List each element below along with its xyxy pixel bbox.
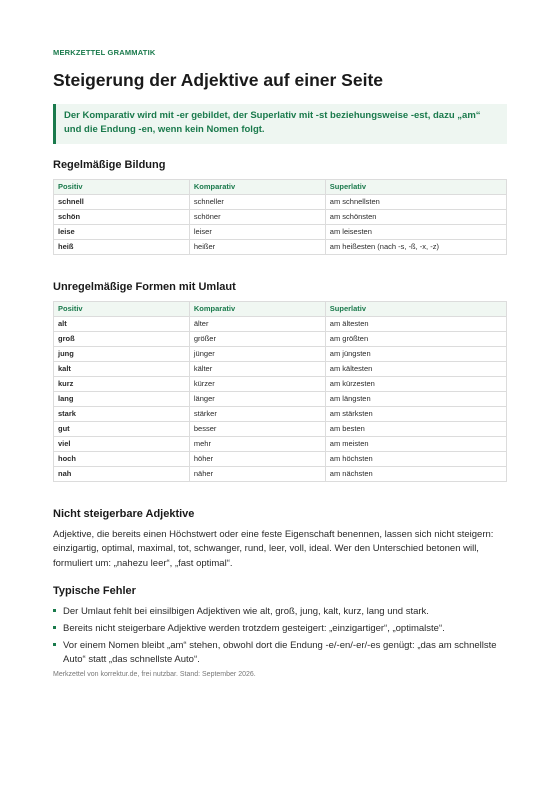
cell-komparativ: leiser bbox=[189, 224, 325, 239]
regular-forms-table bbox=[53, 179, 507, 255]
cell-positiv: viel bbox=[54, 436, 190, 451]
table-row bbox=[54, 421, 507, 436]
cell-positiv: leise bbox=[54, 224, 190, 239]
table-row bbox=[54, 391, 507, 406]
cell-positiv: kalt bbox=[54, 361, 190, 376]
list-item bbox=[53, 605, 507, 619]
cell-positiv: alt bbox=[54, 316, 190, 331]
column-header-positiv: Positiv bbox=[54, 301, 190, 316]
error-text: Der Umlaut fehlt bei einsilbigen Adjektiven wie alt, groß, jung, kalt, kurz, lang und stark. bbox=[63, 605, 429, 617]
table-row bbox=[54, 346, 507, 361]
cell-superlativ: am höchsten bbox=[325, 451, 506, 466]
cell-positiv: lang bbox=[54, 391, 190, 406]
cell-superlativ: am größten bbox=[325, 331, 506, 346]
cell-komparativ: schneller bbox=[189, 194, 325, 209]
cell-superlativ: am meisten bbox=[325, 436, 506, 451]
error-text: Bereits nicht steigerbare Adjektive werden trotzdem gesteigert: „einzigartiger“, „optimalste“. bbox=[63, 622, 445, 634]
table-header-row bbox=[54, 179, 507, 194]
table-header-row bbox=[54, 301, 507, 316]
cell-komparativ: kürzer bbox=[189, 376, 325, 391]
square-bullet-icon bbox=[53, 643, 56, 646]
cell-superlativ: am schönsten bbox=[325, 209, 506, 224]
page-title: Steigerung der Adjektive auf einer Seite bbox=[53, 70, 384, 90]
list-item bbox=[53, 622, 507, 636]
cell-superlativ: am schnellsten bbox=[325, 194, 506, 209]
cell-komparativ: älter bbox=[189, 316, 325, 331]
rule-callout bbox=[53, 104, 507, 144]
table-row bbox=[54, 316, 507, 331]
cell-komparativ: mehr bbox=[189, 436, 325, 451]
table-row bbox=[54, 209, 507, 224]
cell-positiv: schön bbox=[54, 209, 190, 224]
cell-positiv: kurz bbox=[54, 376, 190, 391]
column-header-komparativ: Komparativ bbox=[189, 301, 325, 316]
list-item bbox=[53, 639, 507, 668]
irregular-forms-table bbox=[53, 301, 507, 482]
section-heading-regular: Regelmäßige Bildung bbox=[53, 158, 166, 171]
eyebrow-label: MERKZETTEL GRAMMATIK bbox=[53, 48, 156, 57]
footer-note: Merkzettel von korrektur.de, frei nutzbar. Stand: September 2026. bbox=[53, 670, 256, 678]
cell-superlativ: am heißesten (nach -s, -ß, -x, -z) bbox=[325, 239, 506, 254]
cell-superlativ: am besten bbox=[325, 421, 506, 436]
non-comparable-text: Adjektive, die bereits einen Höchstwert oder eine feste Eigenschaft benennen, lassen sich nicht steigern: einzigartig, optimal, maximal, tot, schwanger, rund, leer, voll, ideal. Wer den Unterschied betonen will, formuliert um: „nahezu leer“, „fast optimal“. bbox=[53, 528, 494, 569]
cell-superlativ: am längsten bbox=[325, 391, 506, 406]
table-row bbox=[54, 331, 507, 346]
cell-komparativ: kälter bbox=[189, 361, 325, 376]
table-row bbox=[54, 194, 507, 209]
section-heading-errors: Typische Fehler bbox=[53, 584, 136, 597]
section-heading-irregular: Unregelmäßige Formen mit Umlaut bbox=[53, 280, 236, 293]
cell-superlativ: am kürzesten bbox=[325, 376, 506, 391]
table-row bbox=[54, 224, 507, 239]
column-header-komparativ: Komparativ bbox=[189, 179, 325, 194]
section-heading-non-comparable: Nicht steigerbare Adjektive bbox=[53, 507, 195, 520]
cell-komparativ: stärker bbox=[189, 406, 325, 421]
table-row bbox=[54, 376, 507, 391]
cell-positiv: schnell bbox=[54, 194, 190, 209]
cell-positiv: heiß bbox=[54, 239, 190, 254]
table-row bbox=[54, 451, 507, 466]
square-bullet-icon bbox=[53, 626, 56, 629]
cell-positiv: stark bbox=[54, 406, 190, 421]
square-bullet-icon bbox=[53, 609, 56, 612]
cell-superlativ: am nächsten bbox=[325, 466, 506, 481]
cell-komparativ: heißer bbox=[189, 239, 325, 254]
errors-list bbox=[53, 605, 507, 668]
table-row bbox=[54, 239, 507, 254]
cell-komparativ: besser bbox=[189, 421, 325, 436]
table-row bbox=[54, 406, 507, 421]
cell-superlativ: am ältesten bbox=[325, 316, 506, 331]
column-header-positiv: Positiv bbox=[54, 179, 190, 194]
cell-positiv: nah bbox=[54, 466, 190, 481]
table-row bbox=[54, 466, 507, 481]
cell-positiv: groß bbox=[54, 331, 190, 346]
cell-superlativ: am jüngsten bbox=[325, 346, 506, 361]
error-text: Vor einem Nomen bleibt „am“ stehen, obwohl dort die Endung -e/-en/-er/-es genügt: „das am schnellste Auto“ statt „das schnellste Auto“. bbox=[63, 640, 497, 666]
column-header-superlativ: Superlativ bbox=[325, 179, 506, 194]
cell-komparativ: näher bbox=[189, 466, 325, 481]
cell-positiv: hoch bbox=[54, 451, 190, 466]
cell-komparativ: schöner bbox=[189, 209, 325, 224]
cell-komparativ: größer bbox=[189, 331, 325, 346]
cell-komparativ: länger bbox=[189, 391, 325, 406]
cell-positiv: jung bbox=[54, 346, 190, 361]
cell-positiv: gut bbox=[54, 421, 190, 436]
cell-superlativ: am leisesten bbox=[325, 224, 506, 239]
callout-text: Der Komparativ wird mit -er gebildet, der Superlativ mit -st beziehungsweise -est, dazu „am“ und die Endung -en, wenn kein Nomen folgt. bbox=[64, 110, 481, 136]
cell-komparativ: jünger bbox=[189, 346, 325, 361]
table-row bbox=[54, 361, 507, 376]
cell-komparativ: höher bbox=[189, 451, 325, 466]
cell-superlativ: am kältesten bbox=[325, 361, 506, 376]
column-header-superlativ: Superlativ bbox=[325, 301, 506, 316]
cell-superlativ: am stärksten bbox=[325, 406, 506, 421]
table-row bbox=[54, 436, 507, 451]
